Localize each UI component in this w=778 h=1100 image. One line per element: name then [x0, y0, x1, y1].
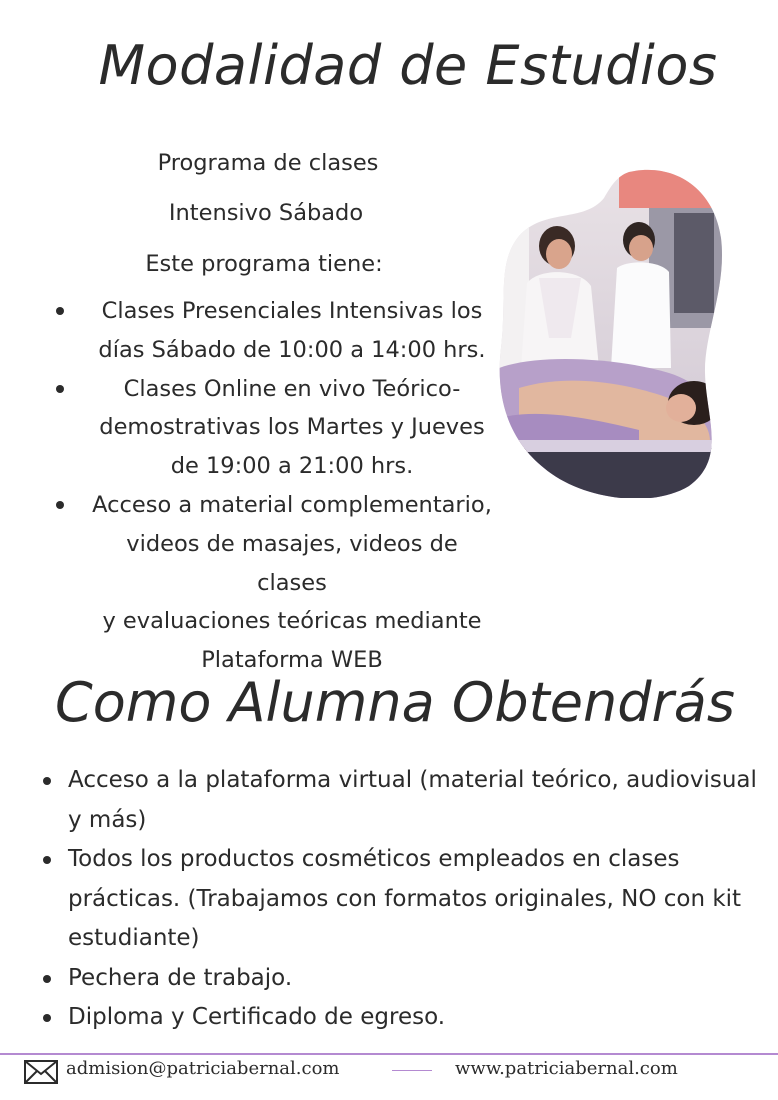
benefits-list [40, 761, 760, 1038]
program-name: Intensivo Sábado [168, 200, 364, 226]
website-link[interactable]: www.patriciabernal.com [455, 1058, 678, 1079]
benefits-title: Como Alumna Obtendrás [55, 671, 735, 734]
bullet-icon [56, 501, 64, 509]
list-item: Pechera de trabajo. [40, 959, 760, 999]
list-item: Diploma y Certificado de egreso. [40, 998, 760, 1038]
list-item: Acceso a material complementario, videos de masajes, videos de clases y evaluaciones teóricas mediante Plataforma WEB [52, 486, 502, 680]
bullet-icon [56, 385, 64, 393]
envelope-icon [24, 1060, 58, 1084]
list-item: Todos los productos cosméticos empleados en clases prácticas. (Trabajamos con formatos originales, NO con kit estudiante) [40, 840, 760, 959]
program-features-list [52, 292, 502, 680]
bullet-icon [43, 856, 51, 864]
program-label: Programa de clases [157, 150, 379, 176]
footer-separator [392, 1070, 432, 1071]
page-title: Modalidad de Estudios [98, 34, 718, 97]
bullet-icon [43, 777, 51, 785]
program-features-heading: Este programa tiene: [145, 251, 383, 277]
list-item: Clases Presenciales Intensivas los días Sábado de 10:00 a 14:00 hrs. [52, 292, 502, 370]
footer [0, 1056, 778, 1086]
email-link[interactable]: admision@patriciabernal.com [66, 1058, 340, 1079]
massage-class-photo [499, 168, 729, 498]
footer-divider [0, 1053, 778, 1055]
bullet-icon [56, 307, 64, 315]
list-item: Clases Online en vivo Teórico- demostrativas los Martes y Jueves de 19:00 a 21:00 hrs. [52, 370, 502, 486]
list-item: Acceso a la plataforma virtual (material teórico, audiovisual y más) [40, 761, 760, 840]
bullet-icon [43, 975, 51, 983]
bullet-icon [43, 1014, 51, 1022]
